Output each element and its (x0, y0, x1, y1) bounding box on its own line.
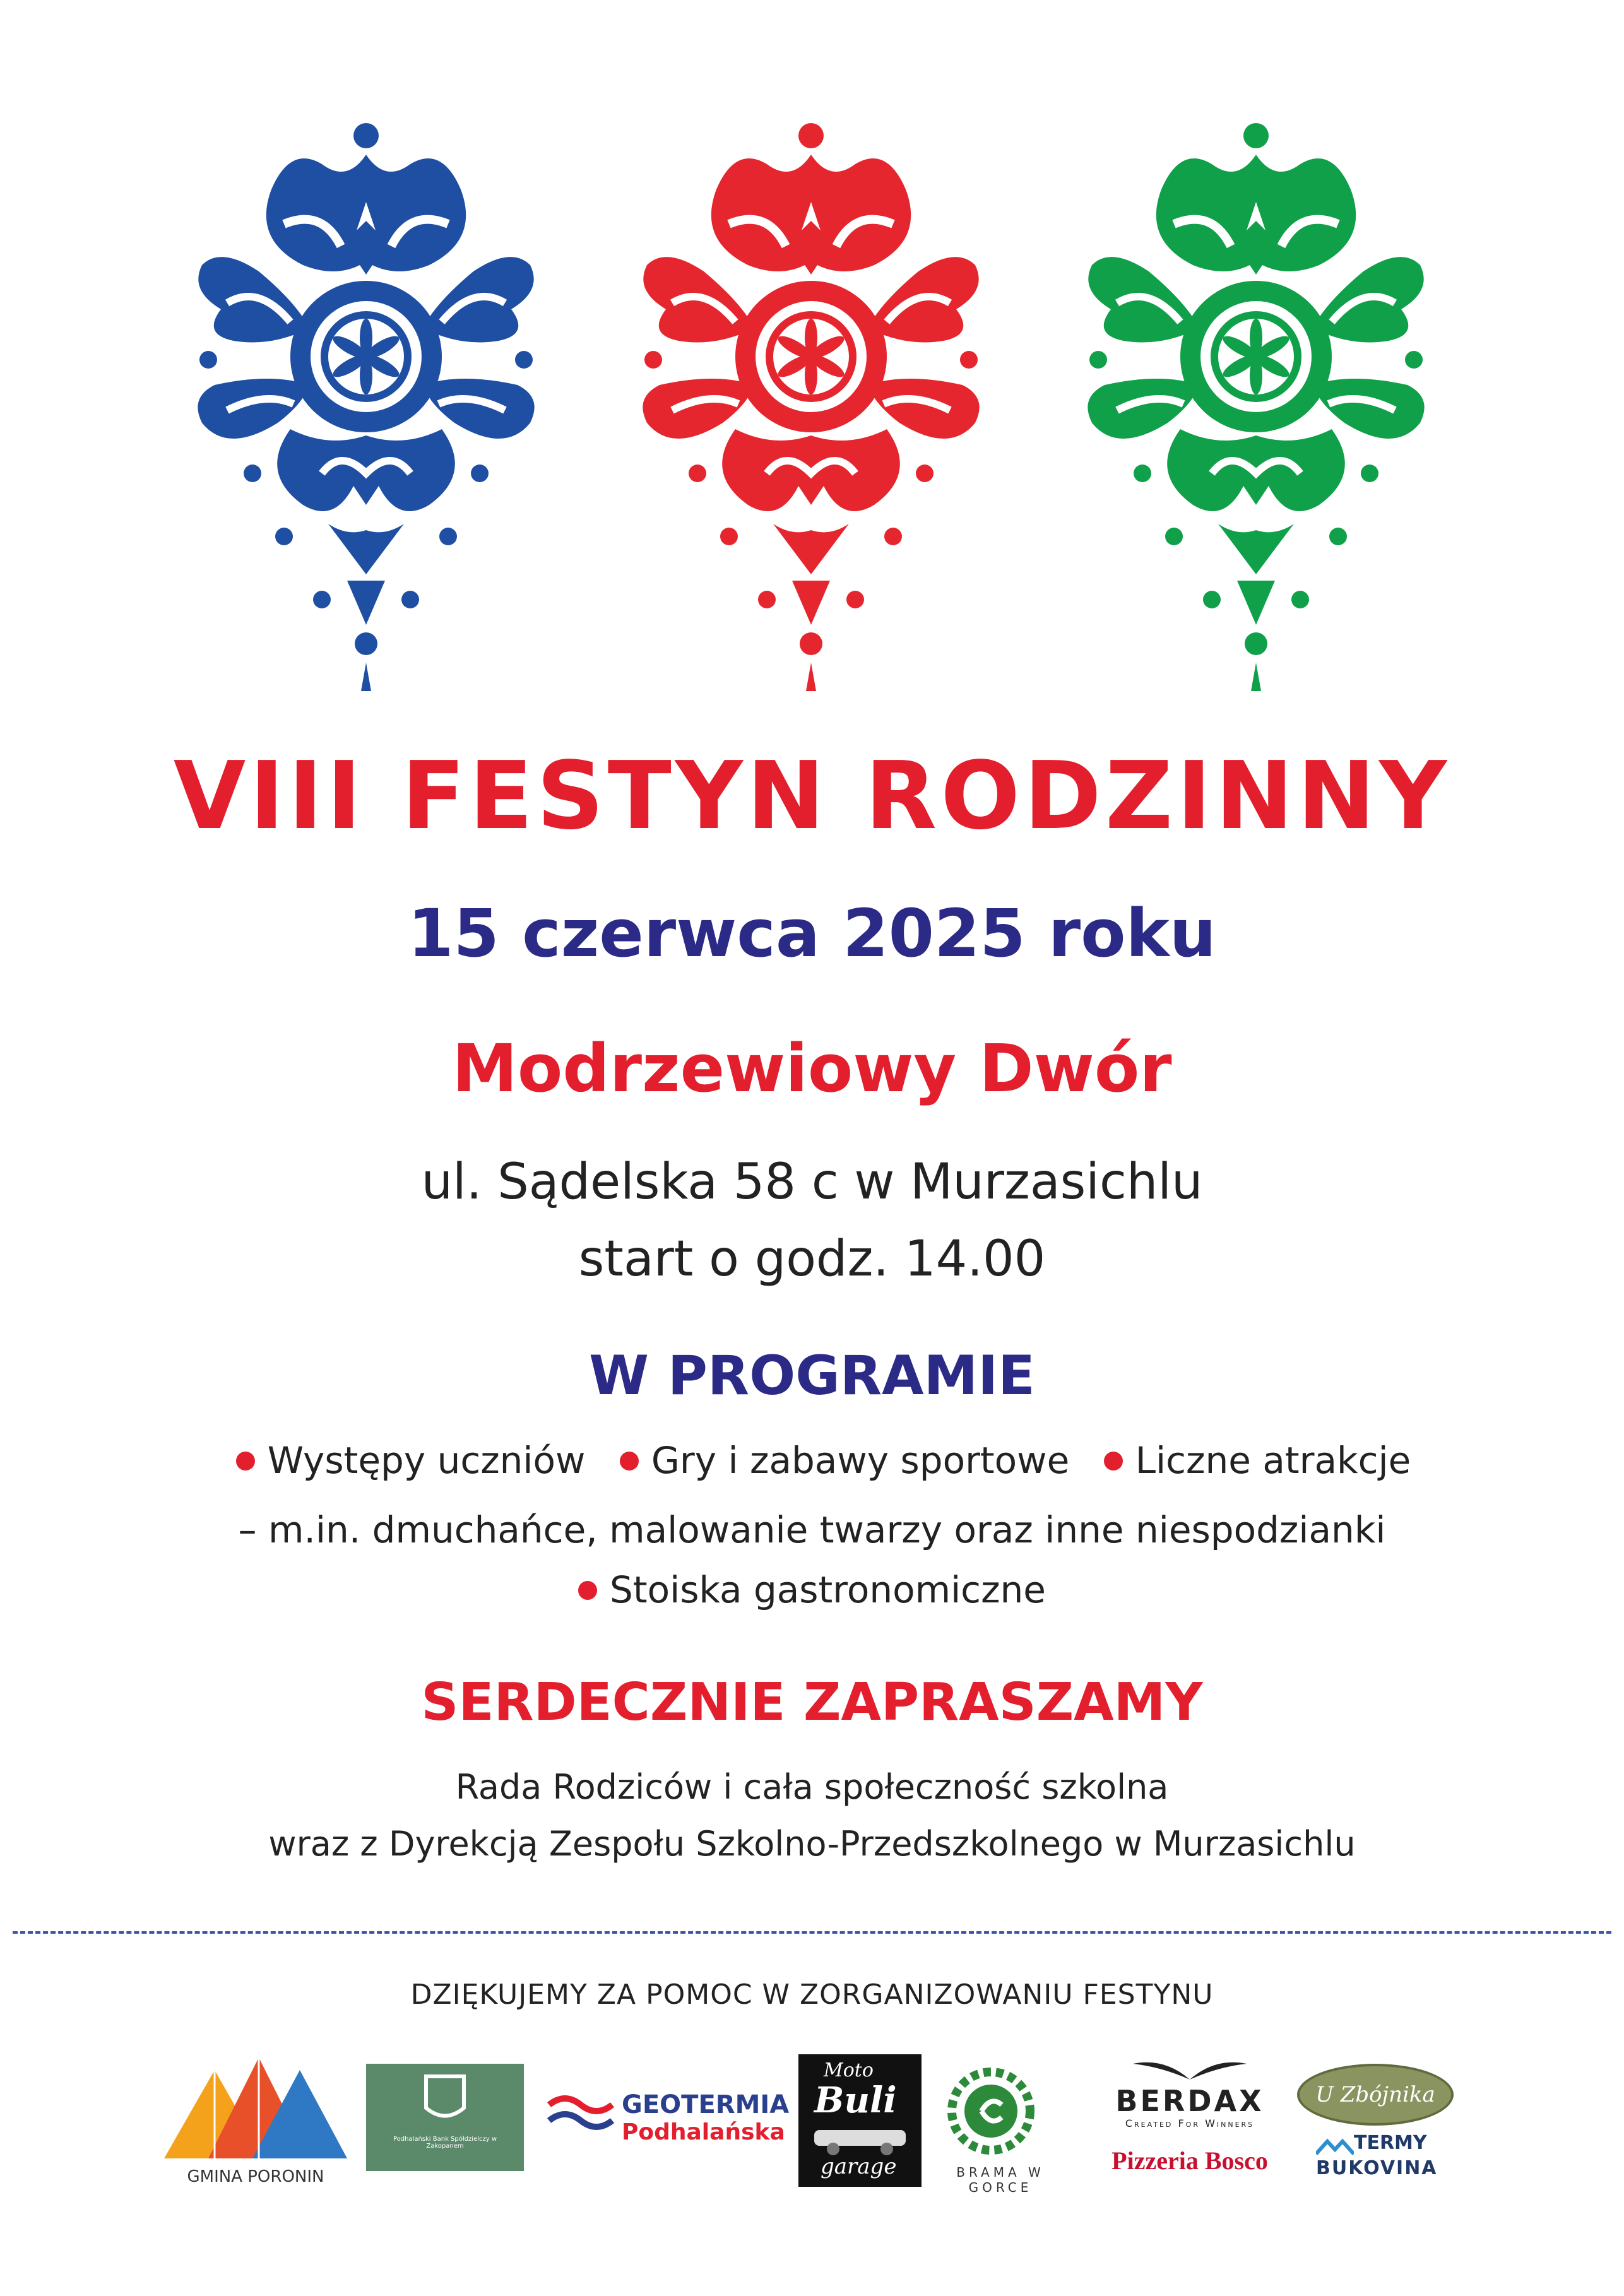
program-continuation: – m.in. dmuchańce, malowanie twarzy oraz inne niespodzianki (238, 1508, 1386, 1551)
buli-label: Buli (814, 2080, 897, 2121)
bukovina-label: BUKOVINA (1316, 2157, 1438, 2179)
gmina-poronin-logo (164, 2057, 347, 2190)
berdax-tagline: Created For Winners (1125, 2117, 1255, 2129)
wings-icon (1127, 2057, 1253, 2083)
geotermia-logo (546, 2083, 790, 2152)
zbojnika-badge (1297, 2064, 1454, 2126)
bullet-icon (236, 1452, 255, 1471)
waves-icon (546, 2083, 615, 2146)
geotermia-label: GEOTERMIA (622, 2090, 790, 2119)
moto-label: Moto (824, 2059, 874, 2081)
start-time: start o godz. 14.00 (578, 1231, 1046, 1287)
program-line-3 (0, 1568, 1624, 1611)
gmina-label: GMINA PORONIN (187, 2167, 324, 2186)
venue-address: ul. Sądelska 58 c w Murzasichlu (421, 1154, 1203, 1210)
organizers-line-2: wraz z Dyrekcją Zespołu Szkolno-Przedszkolnego w Murzasichlu (268, 1824, 1356, 1864)
mountains-icon (164, 2057, 347, 2158)
bank-logo (366, 2064, 524, 2171)
dashed-divider (13, 1931, 1611, 1934)
brama-w-gorce-logo (934, 2064, 1079, 2195)
bullet-icon (1104, 1452, 1123, 1471)
program-item: Stoiska gastronomiczne (610, 1568, 1046, 1611)
garage-label: garage (821, 2154, 897, 2179)
program-item: Gry i zabawy sportowe (651, 1439, 1070, 1482)
berdax-label: BERDAX (1115, 2084, 1264, 2118)
zbojnika-label: U Zbójnika (1315, 2082, 1435, 2107)
shield-icon (366, 2064, 524, 2133)
invite-heading: SERDECZNIE ZAPRASZAMY (421, 1672, 1203, 1732)
bullet-icon (620, 1452, 639, 1471)
moto-buli-logo (798, 2054, 922, 2187)
brama-label: BRAMA W GORCE (956, 2165, 1045, 2195)
termy-label: TERMY (1354, 2132, 1427, 2154)
program-line-1 (0, 1439, 1624, 1482)
venue-name: Modrzewiowy Dwór (452, 1030, 1172, 1107)
geotermia-sublabel: Podhalańska (622, 2119, 785, 2145)
blue-ornament (177, 120, 555, 694)
bank-label: Podhalański Bank Spółdzielczy w Zakopanem (393, 2136, 497, 2150)
zbojnika-termy-logo (1291, 2064, 1455, 2190)
sponsors-thanks: DZIĘKUJEMY ZA POMOC W ZORGANIZOWANIU FESTYNU (410, 1979, 1214, 2011)
bullet-icon (578, 1581, 597, 1600)
mountain-wave-icon (1316, 2138, 1354, 2157)
organizers-line-1: Rada Rodziców i cała społeczność szkolna (455, 1767, 1169, 1807)
event-date: 15 czerwca 2025 roku (408, 895, 1216, 972)
green-ornament (1067, 120, 1445, 694)
berdax-pizzeria-logo (1098, 2057, 1281, 2190)
red-ornament (622, 120, 1000, 694)
program-heading: W PROGRAMIE (589, 1344, 1035, 1407)
program-item: Występy uczniów (267, 1439, 586, 1482)
festival-title: VIII FESTYN RODZINNY (173, 742, 1451, 850)
pizzeria-label: Pizzeria Bosco (1111, 2146, 1268, 2175)
program-item: Liczne atrakcje (1135, 1439, 1411, 1482)
gear-icon (944, 2064, 1038, 2158)
car-icon (811, 2121, 909, 2155)
